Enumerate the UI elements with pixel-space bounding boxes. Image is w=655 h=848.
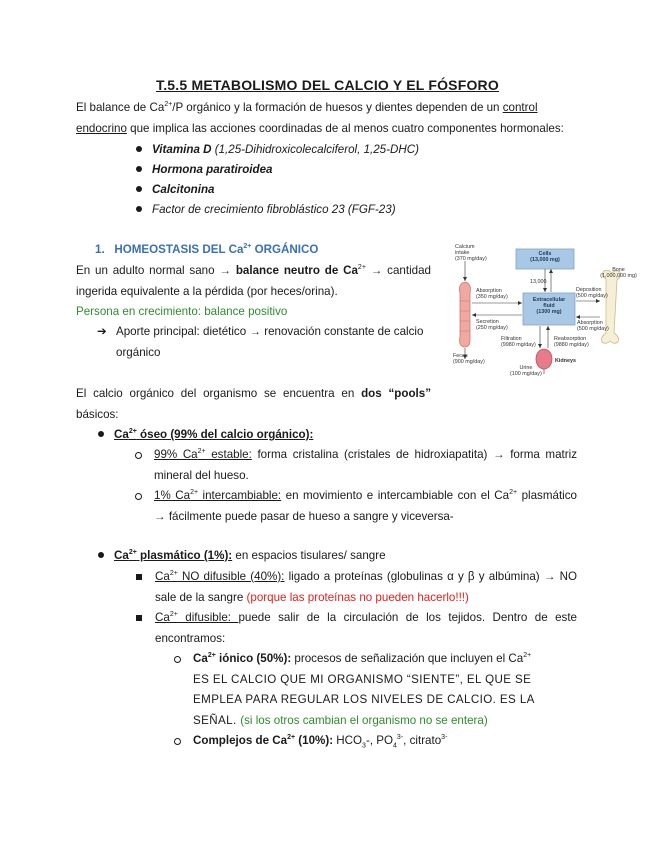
bullet-icon [136,146,142,152]
page-title: T.5.5 METABOLISMO DEL CALCIO Y EL FÓSFORO [156,77,499,93]
control-endocrino-link: control endocrino [76,101,538,135]
bullet-icon [136,206,142,212]
diagram-label-feces: Feces (900 mg/day) [453,353,485,366]
growth-note: Persona en crecimiento: balance positivo [76,305,288,318]
diagram-label-absorption: Absorption (350 mg/day) [476,288,508,301]
circle-bullet-icon [174,738,181,745]
diagram-label-bone-absorption: Absorption (500 mg/day) [577,320,609,333]
diagram-label-bone: Bone (1,000,000 mg) [600,267,637,280]
intro-paragraph: El balance de $Ca^{2+}/P$ orgánico y la formación de huesos y dientes dependen de un control endocrino que implica las acciones coordinadas de al menos cuatro componentes hormonales: [76,101,564,135]
bullet-icon [136,186,142,192]
diffusible-item: $Ca^{2+}$ difusible: puede salir de la circulación de los tejidos. Dentro de este encontramos: [136,608,577,649]
non-diffusible-item: $Ca^{2+}$ NO difusible (40%): ligado a proteínas (globulinas α y β y albúmina) → NO sale de la sangre (porque las proteínas no pueden hacerlo!!!) [136,567,577,608]
hormone-item: Vitamina D (1,25-Dihidroxicolecalciferol, 1,25-DHC) [136,140,419,161]
intestine-shape [459,282,470,347]
diagram-label-exchange: 13,000 [530,279,547,285]
diagram-label-filtration: Filtration (9980 mg/day) [501,336,536,349]
ionic-calcium-item: $Ca^{2+}$ iónico (50%): procesos de señalización que incluyen el $Ca^{2+}$ ES EL CALCIO QUE MI ORGANISMO “SIENTE”, EL QUE SE EMPLEA PARA REGULAR LOS NIVELES DE CALCIO. ES LA SEÑAL. (si los otros cambian el organismo no se entera) [174,649,578,731]
diagram-label-reabsorption: Reabsorption (9880 mg/day) [554,336,589,349]
hormone-item: Factor de crecimiento fibroblástico 23 (FGF-23) [136,200,396,221]
neutral-balance-paragraph: En un adulto normal sano → balance neutro de $Ca^{2+}$ → cantidad ingerida equivalente a la pérdida (por heces/orina). [76,264,431,298]
diagram-label-kidneys: Kidneys [555,358,576,364]
square-bullet-icon [136,615,142,621]
bone-pool-item: $Ca^{2+}$ óseo (99% del calcio orgánico): [98,425,313,446]
square-bullet-icon [136,574,142,580]
diagram-label-intake: Calcium intake (370 mg/day) [455,244,487,263]
bullet-icon [136,166,142,172]
diagram-label-urine: Urine (100 mg/day) [510,365,542,378]
bullet-icon [98,431,104,437]
section-heading: 1. HOMEOSTASIS DEL $Ca^{2+}$ ORGÁNICO [95,243,319,256]
diagram-label-ecf: Extracellular fluid (1300 mg) [532,297,566,316]
plasma-pool-item: $Ca^{2+}$ plasmático (1%): en espacios tisulares/ sangre [98,546,386,567]
diagram-label-cells: Cells (13,000 mg) [530,251,560,264]
bullet-icon [98,552,104,558]
arrow-icon: ➔ [97,325,107,338]
calcium-balance-diagram [446,241,641,377]
diagram-label-secretion: Secretion (250 mg/day) [476,319,508,332]
bone-stable-item: 99% $Ca^{2+}$ estable: forma cristalina (cristales de hidroxiapatita) → forma matriz mineral del hueso. [135,445,577,486]
circle-bullet-icon [174,656,181,663]
hormone-item: Calcitonina [136,180,215,201]
circle-bullet-icon [135,452,142,459]
hormone-item: Hormona paratiroidea [136,160,272,181]
diagram-label-deposition: Deposition (500 mg/day) [576,287,608,300]
bone-exchangeable-item: 1% $Ca^{2+}$ intercambiable: en movimiento e intercambiable con el $Ca^{2+}$ plasmático → fácilmente puede pasar de hueso a sangre y viceversa- [135,486,577,527]
pools-paragraph: El calcio orgánico del organismo se encuentra en dos “pools” básicos: [76,387,431,421]
calcium-complexes-item: Complejos de $Ca^{2+}$ (10%): $HCO_3-$, $PO_4^{3-}$, citrato$^{3-}$ [174,731,578,752]
arrow-item: ➔ Aporte principal: dietético → renovación constante de calcio orgánico [97,322,432,363]
circle-bullet-icon [135,493,142,500]
